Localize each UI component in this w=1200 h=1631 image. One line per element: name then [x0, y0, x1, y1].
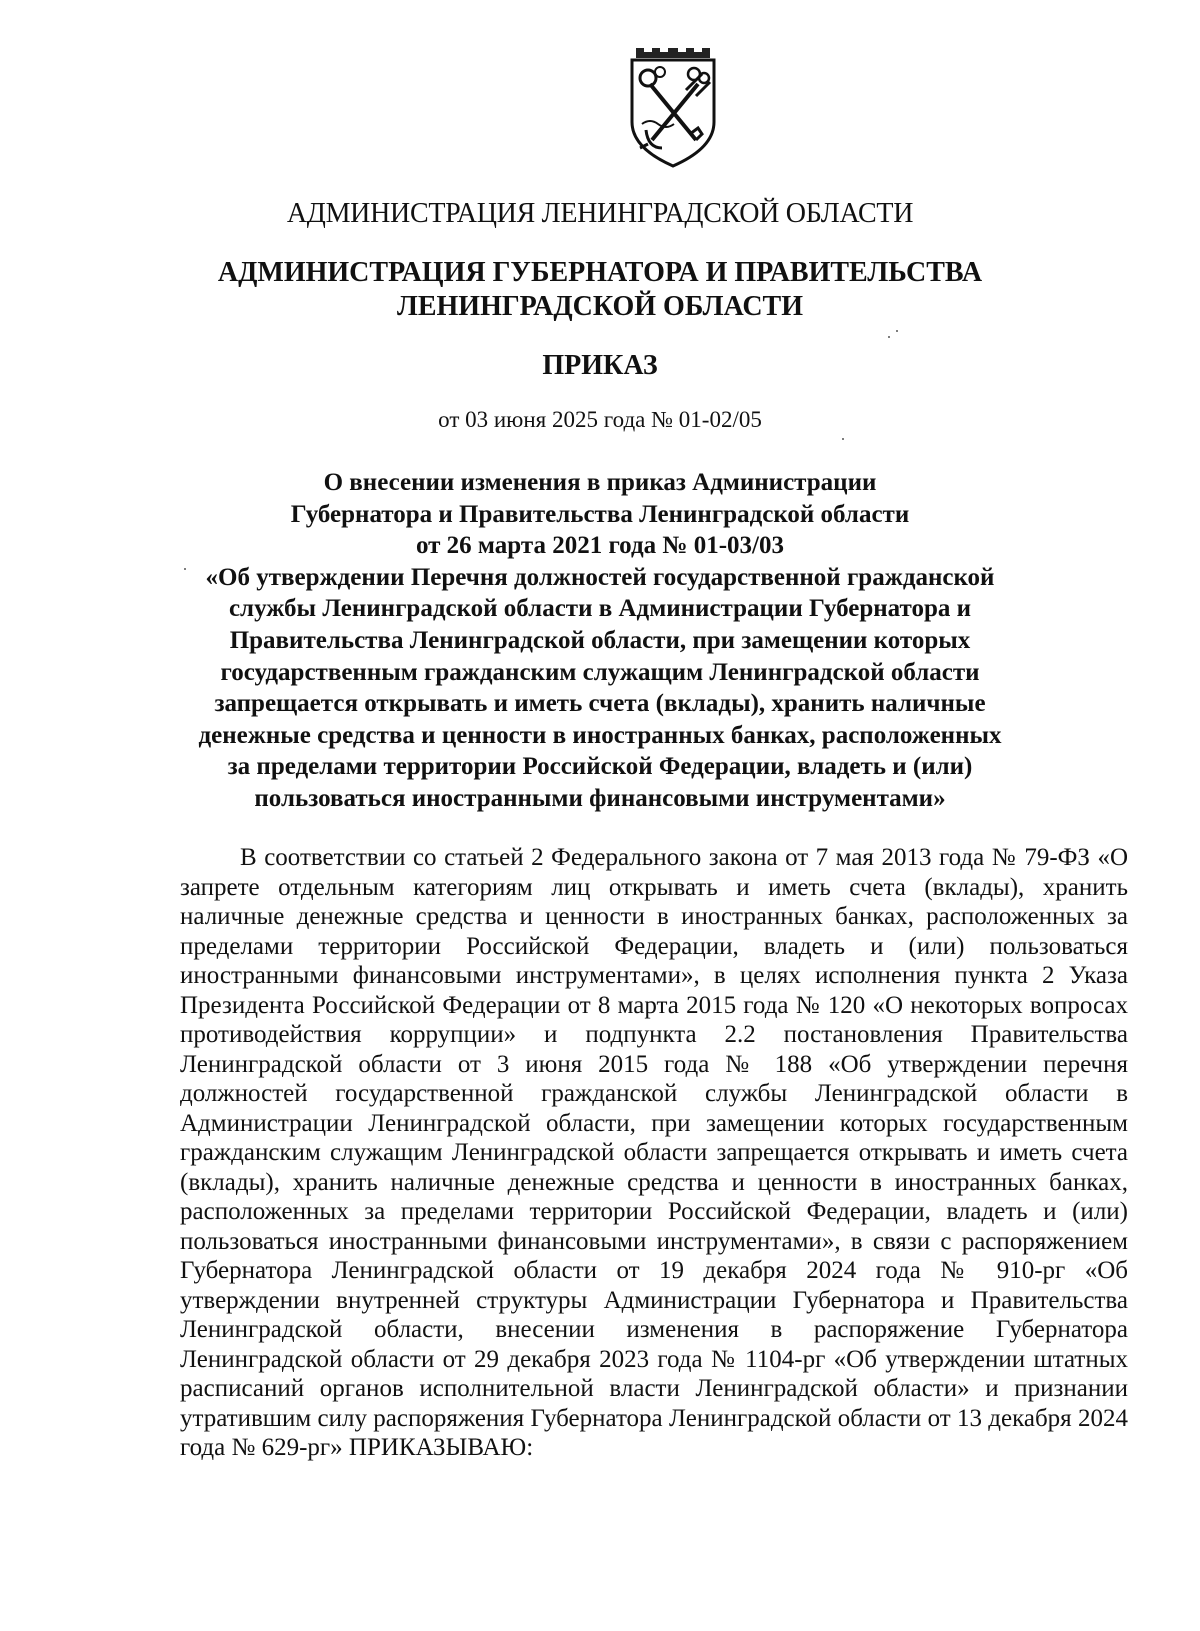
department-name	[0, 256, 1200, 324]
scan-speck	[184, 568, 186, 570]
organization-name: АДМИНИСТРАЦИЯ ЛЕНИНГРАДСКОЙ ОБЛАСТИ	[286, 198, 914, 229]
subject-line: пользоваться иностранными финансовыми инструментами»	[254, 784, 946, 812]
department-name-line: ЛЕНИНГРАДСКОЙ ОБЛАСТИ	[396, 291, 804, 322]
subject-line: денежные средства и ценности в иностранных банках, расположенных	[198, 721, 1002, 749]
subject-line: О внесении изменения в приказ Администрации	[323, 469, 877, 496]
document-date-number: от 03 июня 2025 года № 01-02/05	[438, 407, 762, 432]
subject-line: за пределами территории Российской Федерации, владеть и (или)	[227, 753, 973, 781]
subject-line: от 26 марта 2021 года № 01-03/03	[415, 532, 785, 560]
subject-line: Губернатора и Правительства Ленинградской области	[290, 500, 910, 528]
document-type: ПРИКАЗ	[542, 350, 658, 381]
document-subject	[0, 467, 1200, 815]
leningrad-oblast-coat-of-arms-icon	[626, 44, 720, 168]
scan-speck	[888, 336, 890, 338]
scan-speck	[896, 330, 898, 332]
subject-line: государственным гражданским служащим Ленинградской области	[220, 658, 980, 686]
subject-line: «Об утверждении Перечня должностей государственной гражданской	[205, 563, 995, 591]
subject-line: службы Ленинградской области в Администрации Губернатора и	[228, 595, 972, 623]
body-paragraph: В соответствии со статьей 2 Федерального закона от 7 мая 2013 года № 79-ФЗ «О запрете отдельным категориям лиц открывать и иметь счета (вклады), хранить наличные денежные средства и ценности в иностранных банках, расположенных за пределами территории Российской Федерации, владеть и (или) пользоваться иностранными финансовыми инструментами», в целях исполнения пункта 2 Указа Президента Российской Федерации от 8 марта 2015 года № 120 «О некоторых вопросах противодействия коррупции» и подпункта 2.2 постановления Правительства Ленинградской области от 3 июня 2015 года № 188 «Об утверждении перечня должностей государственной гражданской службы Ленинградской области в Администрации Ленинградской области, при замещении которых государственным гражданским служащим Ленинградской области запрещается открывать и иметь счета (вклады), хранить наличные денежные средства и ценности в иностранных банках, расположенных за пределами территории Российской Федерации, владеть и (или) пользоваться иностранными финансовыми инструментами», в связи с распоряжением Губернатора Ленинградской области от 19 декабря 2024 года № 910-рг «Об утверждении внутренней структуры Администрации Губернатора и Правительства Ленинградской области, внесении изменения в распоряжение Губернатора Ленинградской области от 29 декабря 2023 года № 1104-рг «Об утверждении штатных расписаний органов исполнительной власти Ленинградской области» и признании утратившим силу распоряжения Губернатора Ленинградской области от 13 декабря 2024 года № 629-рг» ПРИКАЗЫВАЮ:	[180, 844, 1128, 1461]
department-name-line: АДМИНИСТРАЦИЯ ГУБЕРНАТОРА И ПРАВИТЕЛЬСТВА	[217, 257, 983, 288]
subject-line: запрещается открывать и иметь счета (вклады), хранить наличные	[214, 690, 986, 718]
scan-speck	[842, 438, 844, 440]
subject-line: Правительства Ленинградской области, при замещении которых	[229, 626, 971, 654]
